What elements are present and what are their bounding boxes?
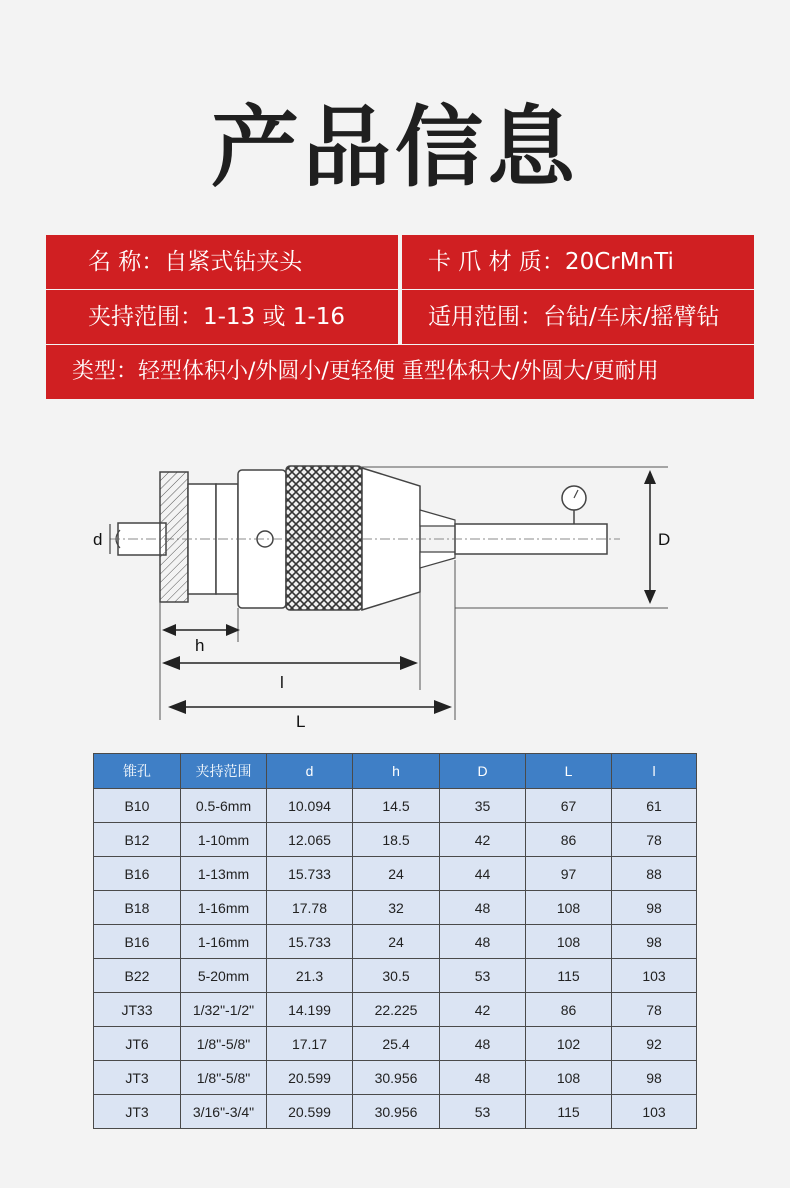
table-cell: 42: [440, 823, 526, 857]
info-row-3: [46, 345, 754, 399]
header-h: h: [353, 754, 440, 789]
table-cell: 5-20mm: [181, 959, 267, 993]
table-cell: 1-10mm: [181, 823, 267, 857]
spec-table: [93, 753, 697, 1129]
table-cell: 0.5-6mm: [181, 789, 267, 823]
table-cell: 108: [526, 925, 612, 959]
table-cell: 35: [440, 789, 526, 823]
info-row-2: [46, 290, 754, 344]
label-l: l: [280, 673, 284, 692]
table-cell: B10: [94, 789, 181, 823]
table-row: [94, 993, 697, 1027]
table-cell: 98: [612, 925, 697, 959]
table-row: [94, 823, 697, 857]
label-d: d: [93, 530, 103, 549]
header-taper: 锥孔: [94, 754, 181, 789]
table-cell: 1-13mm: [181, 857, 267, 891]
table-row: [94, 1027, 697, 1061]
header-D: D: [440, 754, 526, 789]
table-cell: 53: [440, 1095, 526, 1129]
table-cell: B18: [94, 891, 181, 925]
table-cell: B12: [94, 823, 181, 857]
table-cell: 30.5: [353, 959, 440, 993]
table-cell: 12.065: [267, 823, 353, 857]
table-cell: 78: [612, 993, 697, 1027]
table-cell: 24: [353, 925, 440, 959]
table-row: [94, 925, 697, 959]
table-cell: 48: [440, 925, 526, 959]
table-cell: JT3: [94, 1095, 181, 1129]
table-row: [94, 1095, 697, 1129]
table-cell: 20.599: [267, 1061, 353, 1095]
table-row: [94, 959, 697, 993]
info-row-1: [46, 235, 754, 289]
info-type: 类型：轻型体积小/外圆小/更轻便 重型体积大/外圆大/更耐用: [46, 345, 754, 399]
table-cell: 17.78: [267, 891, 353, 925]
header-L: L: [526, 754, 612, 789]
label-h: h: [195, 636, 205, 655]
table-cell: 21.3: [267, 959, 353, 993]
table-row: [94, 1061, 697, 1095]
header-clamping: 夹持范围: [181, 754, 267, 789]
table-cell: B16: [94, 857, 181, 891]
table-cell: 1-16mm: [181, 891, 267, 925]
table-cell: 18.5: [353, 823, 440, 857]
table-cell: 44: [440, 857, 526, 891]
table-cell: 78: [612, 823, 697, 857]
table-header-row: [94, 754, 697, 789]
table-cell: 115: [526, 959, 612, 993]
table-cell: 15.733: [267, 857, 353, 891]
table-cell: JT3: [94, 1061, 181, 1095]
label-D: D: [658, 530, 671, 549]
table-cell: 30.956: [353, 1095, 440, 1129]
table-cell: 48: [440, 891, 526, 925]
table-cell: B22: [94, 959, 181, 993]
table-cell: JT6: [94, 1027, 181, 1061]
table-cell: 32: [353, 891, 440, 925]
table-cell: 53: [440, 959, 526, 993]
table-cell: 20.599: [267, 1095, 353, 1129]
table-cell: 1/32"-1/2": [181, 993, 267, 1027]
info-application: 适用范围：台钻/车床/摇臂钻: [402, 290, 754, 344]
info-name: 名 称：自紧式钻夹头: [46, 235, 398, 289]
table-cell: 108: [526, 1061, 612, 1095]
table-cell: 25.4: [353, 1027, 440, 1061]
table-cell: 1/8"-5/8": [181, 1061, 267, 1095]
table-cell: 48: [440, 1027, 526, 1061]
table-cell: 15.733: [267, 925, 353, 959]
table-cell: 3/16"-3/4": [181, 1095, 267, 1129]
table-cell: 103: [612, 959, 697, 993]
flange: [160, 472, 188, 602]
header-d: d: [267, 754, 353, 789]
table-cell: 86: [526, 993, 612, 1027]
table-cell: 1-16mm: [181, 925, 267, 959]
drill-chuck-diagram: [0, 420, 790, 740]
table-cell: JT33: [94, 993, 181, 1027]
table-cell: 103: [612, 1095, 697, 1129]
table-cell: 102: [526, 1027, 612, 1061]
table-cell: 97: [526, 857, 612, 891]
table-cell: B16: [94, 925, 181, 959]
info-clamping-range: 夹持范围：1-13 或 1-16: [46, 290, 398, 344]
table-cell: 108: [526, 891, 612, 925]
info-material: 卡 爪 材 质：20CrMnTi: [402, 235, 754, 289]
table-row: [94, 789, 697, 823]
table-cell: 88: [612, 857, 697, 891]
page-title: 产品信息: [210, 96, 579, 199]
label-L: L: [296, 712, 306, 731]
table-cell: 115: [526, 1095, 612, 1129]
table-cell: 10.094: [267, 789, 353, 823]
table-row: [94, 891, 697, 925]
table-cell: 24: [353, 857, 440, 891]
table-cell: 61: [612, 789, 697, 823]
table-cell: 30.956: [353, 1061, 440, 1095]
table-cell: 98: [612, 891, 697, 925]
table-cell: 86: [526, 823, 612, 857]
table-cell: 42: [440, 993, 526, 1027]
header-l: l: [612, 754, 697, 789]
table-cell: 22.225: [353, 993, 440, 1027]
table-cell: 17.17: [267, 1027, 353, 1061]
table-cell: 67: [526, 789, 612, 823]
table-cell: 14.199: [267, 993, 353, 1027]
table-row: [94, 857, 697, 891]
table-cell: 48: [440, 1061, 526, 1095]
table-cell: 98: [612, 1061, 697, 1095]
table-cell: 14.5: [353, 789, 440, 823]
table-cell: 92: [612, 1027, 697, 1061]
table-cell: 1/8"-5/8": [181, 1027, 267, 1061]
knurled-sleeve: [286, 466, 362, 610]
